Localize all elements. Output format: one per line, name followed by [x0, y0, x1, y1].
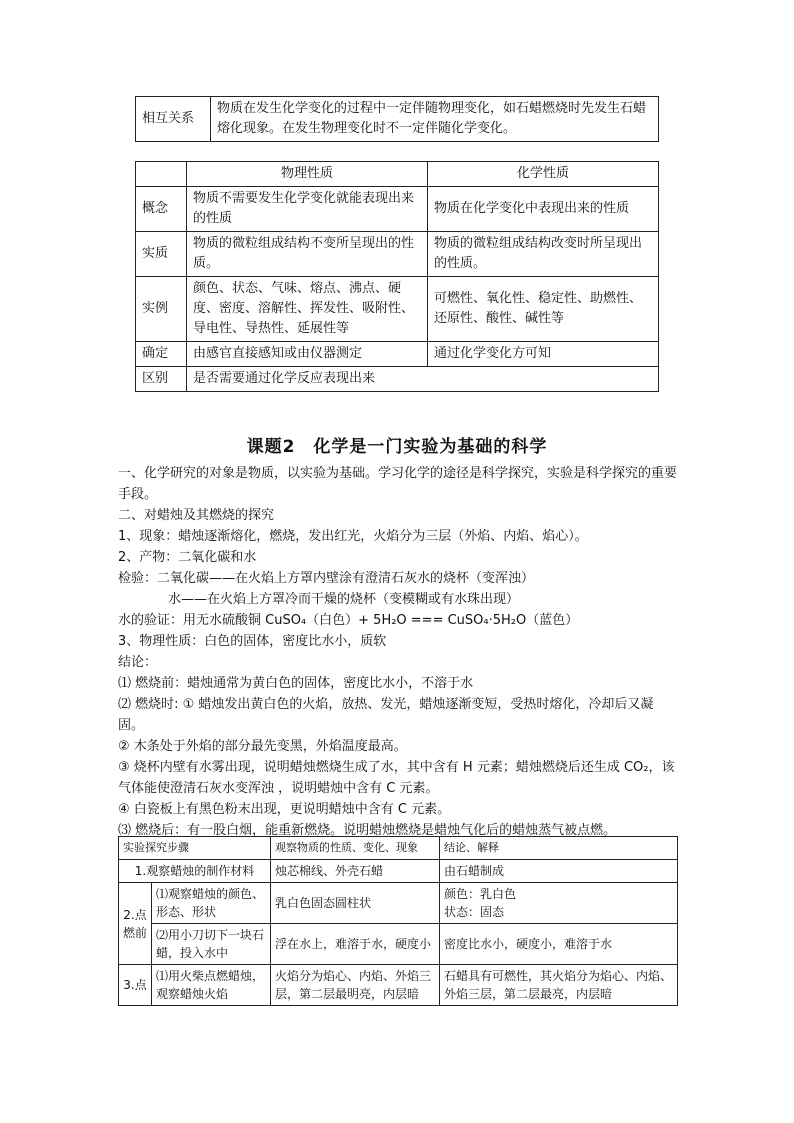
paragraph: 2、产物：二氧化碳和水 — [118, 550, 257, 565]
conclusion-line: 状态：固态 — [443, 905, 504, 919]
chemical-cell: 可燃性、氧化性、稳定性、助燃性、还原性、酸性、碱性等 — [428, 277, 659, 342]
paragraph: 水的验证：用无水硫酸铜 CuSO₄（白色）+ 5H₂O === CuSO₄·5H₂O（蓝色） — [118, 613, 579, 628]
relation-table — [135, 96, 659, 142]
chemical-cell: 物质在化学变化中表现出来的性质 — [428, 187, 659, 232]
observation-cell: 浮在水上，难溶于水，硬度小 — [270, 924, 439, 965]
properties-table — [135, 161, 659, 392]
paragraph: 1、现象：蜡烛逐渐熔化，燃烧，发出红光，火焰分为三层（外焰、内焰、焰心）。 — [118, 529, 588, 544]
relation-text: 物质在发生化学变化的过程中一定伴随物理变化，如石蜡燃烧时先发生石蜡熔化现象。在发生物理变化时不一定伴随化学变化。 — [211, 97, 659, 142]
paragraph: ⑶ 燃烧后：有一股白烟，能重新燃烧。说明蜡烛燃烧是蜡烛气化后的蜡烛蒸气被点燃。 — [118, 823, 617, 838]
conclusion-cell — [439, 883, 677, 924]
conclusion-cell: 密度比水小，硬度小，难溶于水 — [439, 924, 677, 965]
header-blank — [136, 162, 187, 187]
paragraph: ④ 白瓷板上有黑色粉末出现，更说明蜡烛中含有 C 元素。 — [118, 802, 451, 817]
physical-cell: 物质不需要发生化学变化就能表现出来的性质 — [187, 187, 428, 232]
header-chemical: 化学性质 — [428, 162, 659, 187]
chemical-cell: 物质的微粒组成结构改变时所呈现出的性质。 — [428, 232, 659, 277]
observation-cell: 火焰分为焰心、内焰、外焰三层，第二层最明亮，内层暗 — [270, 965, 439, 1006]
header-step: 实验探究步骤 — [119, 837, 271, 860]
body-text — [118, 463, 678, 841]
header-observation: 观察物质的性质、变化、现象 — [270, 837, 439, 860]
merged-cell: 是否需要通过化学反应表现出来 — [187, 367, 659, 392]
physical-cell: 物质的微粒组成结构不变所呈现出的性质。 — [187, 232, 428, 277]
paragraph: ⑴ 燃烧前：蜡烛通常为黄白色的固体，密度比水小，不溶于水 — [118, 676, 474, 691]
substep-cell: ⑴观察蜡烛的颜色、形态、形状 — [152, 883, 271, 924]
step-group: 2.点燃前 — [119, 883, 152, 965]
chemical-cell: 通过化学变化方可知 — [428, 342, 659, 367]
header-conclusion: 结论、解释 — [439, 837, 677, 860]
relation-label: 相互关系 — [136, 97, 211, 142]
step-cell: 1.观察蜡烛的制作材料 — [119, 860, 271, 883]
conclusion-line: 颜色：乳白色 — [443, 887, 516, 901]
paragraph: 结论： — [118, 655, 158, 670]
substep-cell: ⑴用火柴点燃蜡烛，观察蜡烛火焰 — [152, 965, 271, 1006]
paragraph: 二、对蜡烛及其燃烧的探究 — [118, 508, 275, 523]
substep-cell: ⑵用小刀切下一块石蜡，投入水中 — [152, 924, 271, 965]
paragraph: 一、化学研究的对象是物质，以实验为基础。学习化学的途径是科学探究，实验是科学探究的重要手段。 — [118, 466, 678, 502]
row-label: 实质 — [136, 232, 187, 277]
experiment-table — [118, 836, 678, 1006]
observation-cell: 烛芯棉线、外壳石蜡 — [270, 860, 439, 883]
paragraph: ③ 烧杯内壁有水雾出现，说明蜡烛燃烧生成了水，其中含有 H 元素；蜡烛燃烧后还生成 CO₂，该气体能使澄清石灰水变浑浊 ，说明蜡烛中含有 C 元素。 — [118, 760, 675, 796]
observation-cell: 乳白色固态圆柱状 — [270, 883, 439, 924]
paragraph: ⑵ 燃烧时: ① 蜡烛发出黄白色的火焰，放热、发光，蜡烛逐渐变短，受热时熔化，冷却后又凝固。 — [118, 697, 654, 733]
paragraph: 3、物理性质：白色的固体，密度比水小，质软 — [118, 634, 387, 649]
row-label: 概念 — [136, 187, 187, 232]
conclusion-cell: 石蜡具有可燃性，其火焰分为焰心、内焰、外焰三层，第二层最亮，内层暗 — [439, 965, 677, 1006]
row-label: 实例 — [136, 277, 187, 342]
paragraph: 检验：二氧化碳——在火焰上方罩内壁涂有澄清石灰水的烧杯（变浑浊） — [118, 571, 535, 586]
paragraph: 水——在火焰上方罩冷而干燥的烧杯（变模糊或有水珠出现） — [168, 592, 520, 607]
row-label: 确定 — [136, 342, 187, 367]
paragraph: ② 木条处于外焰的部分最先变黑，外焰温度最高。 — [118, 739, 407, 754]
section-title: 课题2 化学是一门实验为基础的科学 — [246, 437, 548, 457]
conclusion-cell: 由石蜡制成 — [439, 860, 677, 883]
physical-cell: 由感官直接感知或由仪器测定 — [187, 342, 428, 367]
step-group: 3.点 — [119, 965, 152, 1006]
physical-cell: 颜色、状态、气味、熔点、沸点、硬度、密度、溶解性、挥发性、吸附性、导电性、导热性、延展性等 — [187, 277, 428, 342]
header-physical: 物理性质 — [187, 162, 428, 187]
row-label: 区别 — [136, 367, 187, 392]
